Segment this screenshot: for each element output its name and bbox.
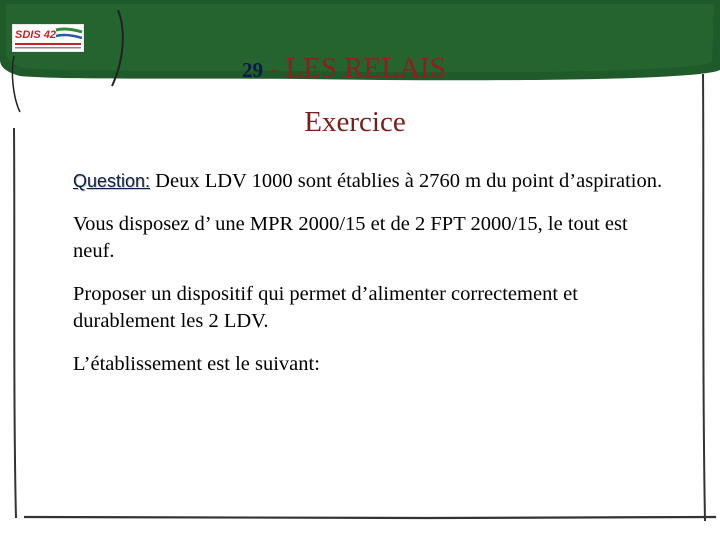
frame-left-line <box>14 128 16 518</box>
paragraph-setup: L’établissement est le suivant: <box>73 353 320 375</box>
title-separator: - <box>270 57 279 83</box>
sdis42-logo <box>12 24 84 52</box>
paragraph-resources: Vous disposez d’ une MPR 2000/15 et de 2 FPT 2000/15, le tout est neuf. <box>73 213 628 262</box>
frame-right-line <box>703 74 705 521</box>
subtitle: Exercice <box>304 106 406 138</box>
slide-title <box>242 52 446 86</box>
frame-bottom-line <box>24 517 716 518</box>
question-text: Deux LDV 1000 sont établies à 2760 m du point d’aspiration. <box>150 170 663 192</box>
svg-text:SDIS 42: SDIS 42 <box>15 29 56 41</box>
question-label: Question: <box>73 171 151 191</box>
slide-number: 29 <box>242 58 263 82</box>
title-text: LES RELAIS <box>285 52 446 84</box>
paragraph-task: Proposer un dispositif qui permet d’alimenter correctement et durablement les 2 LDV. <box>73 283 578 332</box>
question-paragraph <box>73 168 673 195</box>
body-text <box>73 168 673 394</box>
